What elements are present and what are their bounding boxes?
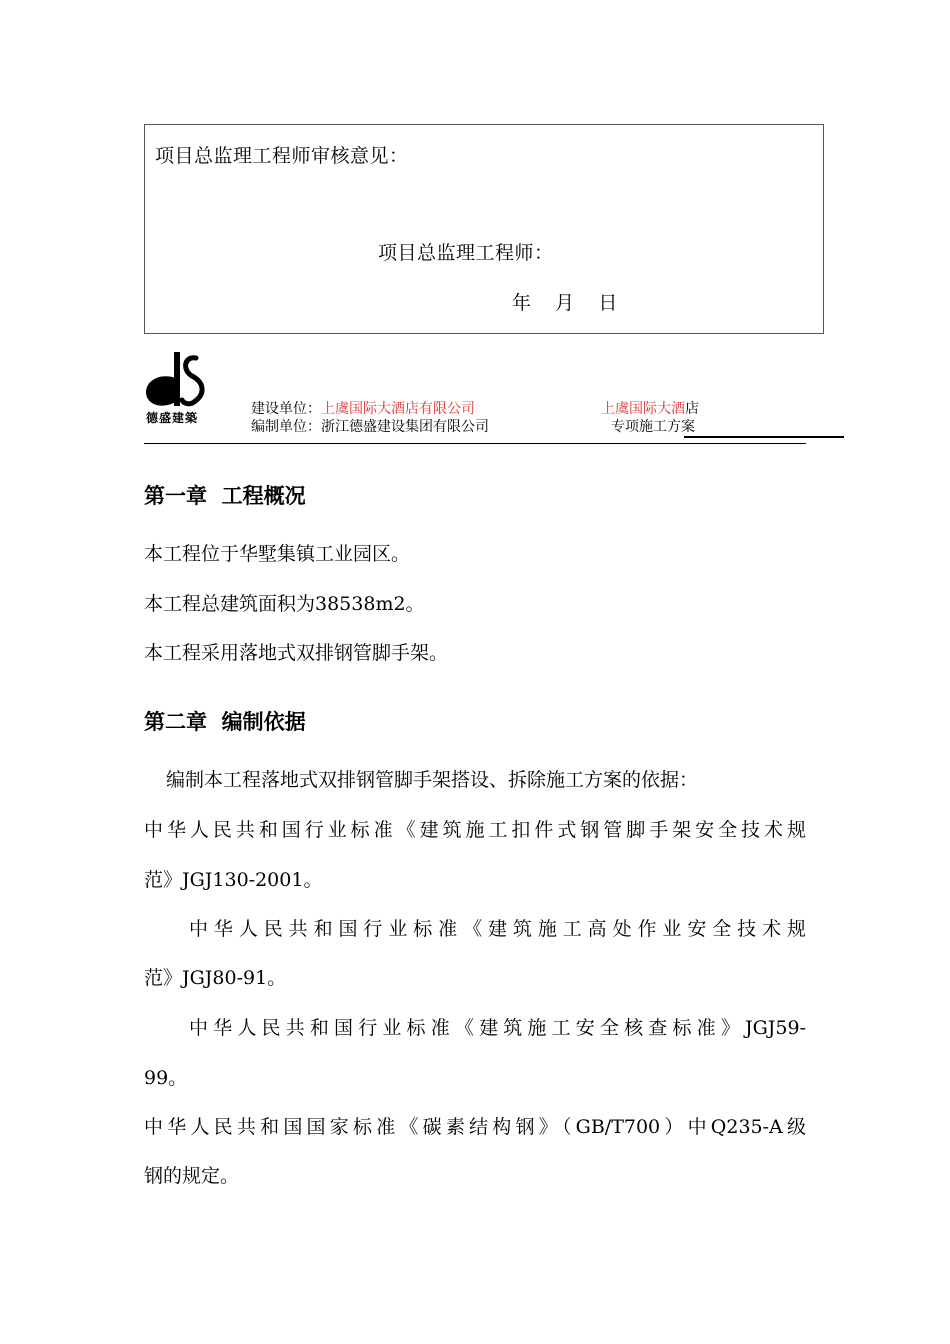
project-name bbox=[601, 398, 699, 418]
chapter2-heading: 第二章 编制依据 bbox=[144, 710, 306, 734]
chapter1-heading: 第一章 工程概况 bbox=[144, 484, 306, 508]
compiler-unit-value: 浙江德盛建设集团有限公司 bbox=[321, 419, 489, 435]
chapter2-intro: 编制本工程落地式双排钢管脚手架搭设、拆除施工方案的依据： bbox=[166, 769, 699, 791]
project-name-red: 上虞国际大酒 bbox=[601, 401, 685, 417]
header-rule-thin bbox=[144, 443, 806, 444]
construction-unit-value: 上虞国际大酒店有限公司 bbox=[321, 401, 475, 417]
header-rule-thick bbox=[684, 436, 844, 438]
construction-unit-line bbox=[251, 398, 475, 418]
chapter1-paragraph: 本工程采用落地式双排钢管脚手架。 bbox=[144, 642, 449, 664]
standard-line: 范》JGJ130-2001。 bbox=[144, 869, 323, 891]
standard-line: 中华人民共和国行业标准《建筑施工扣件式钢管脚手架安全技术规 bbox=[144, 819, 806, 841]
standard-line: 钢的规定。 bbox=[144, 1165, 240, 1187]
standard-line: 中华人民共和国国家标准《碳素结构钢》（GB/T700）中Q235-A级 bbox=[144, 1116, 806, 1138]
construction-unit-label: 建设单位： bbox=[251, 401, 321, 417]
standard-line: 中华人民共和国行业标准《建筑施工安全核查标准》JGJ59- bbox=[189, 1017, 806, 1039]
standard-line: 99。 bbox=[144, 1067, 188, 1089]
project-name-black: 店 bbox=[685, 401, 699, 417]
review-title: 项目总监理工程师审核意见： bbox=[155, 145, 409, 167]
standard-line: 范》JGJ80-91。 bbox=[144, 967, 287, 989]
review-date-label: 年 月 日 bbox=[512, 292, 618, 314]
logo-caption: 德盛建築 bbox=[146, 411, 199, 425]
document-type: 专项施工方案 bbox=[611, 419, 695, 435]
compiler-unit-line bbox=[251, 416, 489, 436]
compiler-unit-label: 编制单位： bbox=[251, 419, 321, 435]
review-box bbox=[144, 124, 824, 334]
chapter1-paragraph: 本工程总建筑面积为38538m2。 bbox=[144, 593, 425, 615]
chapter1-paragraph: 本工程位于华墅集镇工业园区。 bbox=[144, 543, 411, 565]
standard-line: 中华人民共和国行业标准《建筑施工高处作业安全技术规 bbox=[189, 918, 806, 940]
review-signer-label: 项目总监理工程师： bbox=[378, 242, 554, 264]
